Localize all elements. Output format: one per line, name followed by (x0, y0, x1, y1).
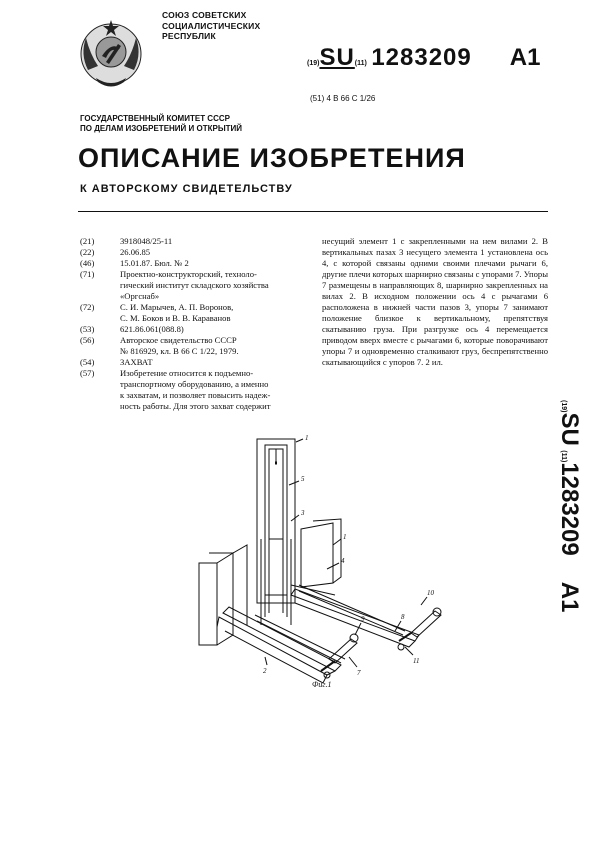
biblio-text: 26.06.85 (120, 247, 151, 257)
biblio-text: ность работы. Для этого захват содержит (120, 401, 271, 411)
biblio-text: транспортному оборудованию, а именно (120, 379, 269, 389)
doc-country: SU (556, 412, 583, 446)
biblio-row (80, 247, 312, 258)
figure-label: 1 (305, 435, 309, 442)
abstract-text: несущий элемент 1 с закрепленными на нем вилами 2. В вертикальных пазах 3 несущего элемента 1 установлена ось 4, с которой связаны одними своими плечами рычаги 6, другие плечи которых шарнирно связаны с упорами 7. Упоры 7 размещены в направляющих 8, шарнирно закрепленных на вилах 2. В исходном положении ось 4 с рычагами 6 расположена в нижней части пазов 3, упоры 7 занимают положение близкое к вертикальному, препятствуя скатыванию груза. При разгрузке ось 4 перемещается приводом вверх вместе с рычагами 6, которые поворачивают упоры 7 и одновременно сталкивают груз, беспрепятственно скатывающийся с упоров 7. 2 ил. (322, 236, 548, 367)
ussr-emblem-icon (68, 8, 154, 94)
biblio-text: «Оргснаб» (120, 291, 160, 301)
figure-label: 8 (401, 613, 405, 621)
biblio-text: Проектно-конструкторский, техноло- (120, 269, 257, 279)
figure-label: 7 (357, 669, 361, 677)
biblio-text: Авторское свидетельство СССР (120, 335, 237, 345)
biblio-code: (71) (80, 269, 95, 279)
figure-label: 4 (341, 557, 345, 565)
figure-caption: Фиг.1 (312, 680, 332, 689)
biblio-text: гический институт складского хозяйства (120, 280, 269, 290)
number-prefix: (11) (560, 450, 567, 463)
org-line: СОЮЗ СОВЕТСКИХ (162, 10, 247, 20)
biblio-code: (54) (80, 357, 95, 367)
org-line: РЕСПУБЛИК (162, 31, 216, 41)
gripper-drawing (195, 435, 445, 690)
biblio-code: (22) (80, 247, 95, 257)
biblio-row (80, 335, 312, 346)
biblio-row (80, 236, 312, 247)
document-subtitle: К АВТОРСКОМУ СВИДЕТЕЛЬСТВУ (80, 183, 293, 195)
figure-label: 5 (301, 475, 305, 483)
biblio-code: (21) (80, 236, 95, 246)
doc-country: SU (319, 44, 355, 71)
biblio-text: С. И. Марычев, А. П. Воронов, (120, 302, 234, 312)
header-divider (78, 211, 548, 212)
biblio-row (80, 379, 312, 390)
figure-label: 3 (301, 509, 305, 517)
kind-code: A1 (509, 44, 541, 71)
committee-block (80, 114, 242, 134)
doc-prefix: (19) (560, 400, 567, 413)
org-line: СОЦИАЛИСТИЧЕСКИХ (162, 20, 261, 31)
figure-label: 2 (263, 667, 267, 675)
document-title: ОПИСАНИЕ ИЗОБРЕТЕНИЯ (78, 143, 466, 173)
biblio-text: № 816929, кл. В 66 С 1/22, 1979. (120, 346, 239, 356)
patent-number-block (307, 44, 540, 72)
biblio-row (80, 390, 312, 401)
committee-line: ПО ДЕЛАМ ИЗОБРЕТЕНИЙ И ОТКРЫТИЙ (80, 124, 243, 133)
figure-label: 10 (427, 589, 434, 597)
committee-line: ГОСУДАРСТВЕННЫЙ КОМИТЕТ СССР (80, 114, 230, 123)
doc-prefix: (19) (307, 60, 320, 67)
figure-label: 9 (361, 615, 365, 623)
biblio-row (80, 313, 312, 324)
biblio-row (80, 401, 312, 412)
figure-label: 1 (343, 533, 347, 541)
kind-code: A1 (556, 581, 583, 613)
patent-number: 1283209 (371, 44, 472, 71)
biblio-code: (53) (80, 324, 95, 334)
side-patent-number (553, 400, 587, 690)
biblio-text: 3918048/25-11 (120, 236, 173, 246)
biblio-text: С. М. Боков и В. В. Караванов (120, 313, 231, 323)
biblio-text: Изобретение относится к подъемно- (120, 368, 254, 378)
bibliographic-data (80, 236, 312, 412)
biblio-text: 621.86.061(088.8) (120, 324, 184, 334)
figure-label: 11 (413, 657, 420, 665)
biblio-text: 15.01.87. Бюл. № 2 (120, 258, 189, 268)
biblio-text: ЗАХВАТ (120, 357, 153, 367)
biblio-row (80, 302, 312, 313)
biblio-row (80, 346, 312, 357)
biblio-row (80, 357, 312, 368)
biblio-code: (72) (80, 302, 95, 312)
organization-block (162, 10, 260, 42)
biblio-code: (46) (80, 258, 95, 268)
biblio-code: (56) (80, 335, 95, 345)
biblio-text: к захватам, и позволяет повысить надеж- (120, 390, 271, 400)
number-prefix: (11) (354, 60, 367, 67)
biblio-row (80, 258, 312, 269)
biblio-row (80, 291, 312, 302)
patent-number: 1283209 (556, 462, 583, 556)
biblio-row (80, 368, 312, 379)
ipc-classification: (51) 4 B 66 C 1/26 (310, 94, 376, 103)
biblio-row (80, 280, 312, 291)
biblio-row (80, 269, 312, 280)
biblio-code: (57) (80, 368, 95, 378)
biblio-row (80, 324, 312, 335)
